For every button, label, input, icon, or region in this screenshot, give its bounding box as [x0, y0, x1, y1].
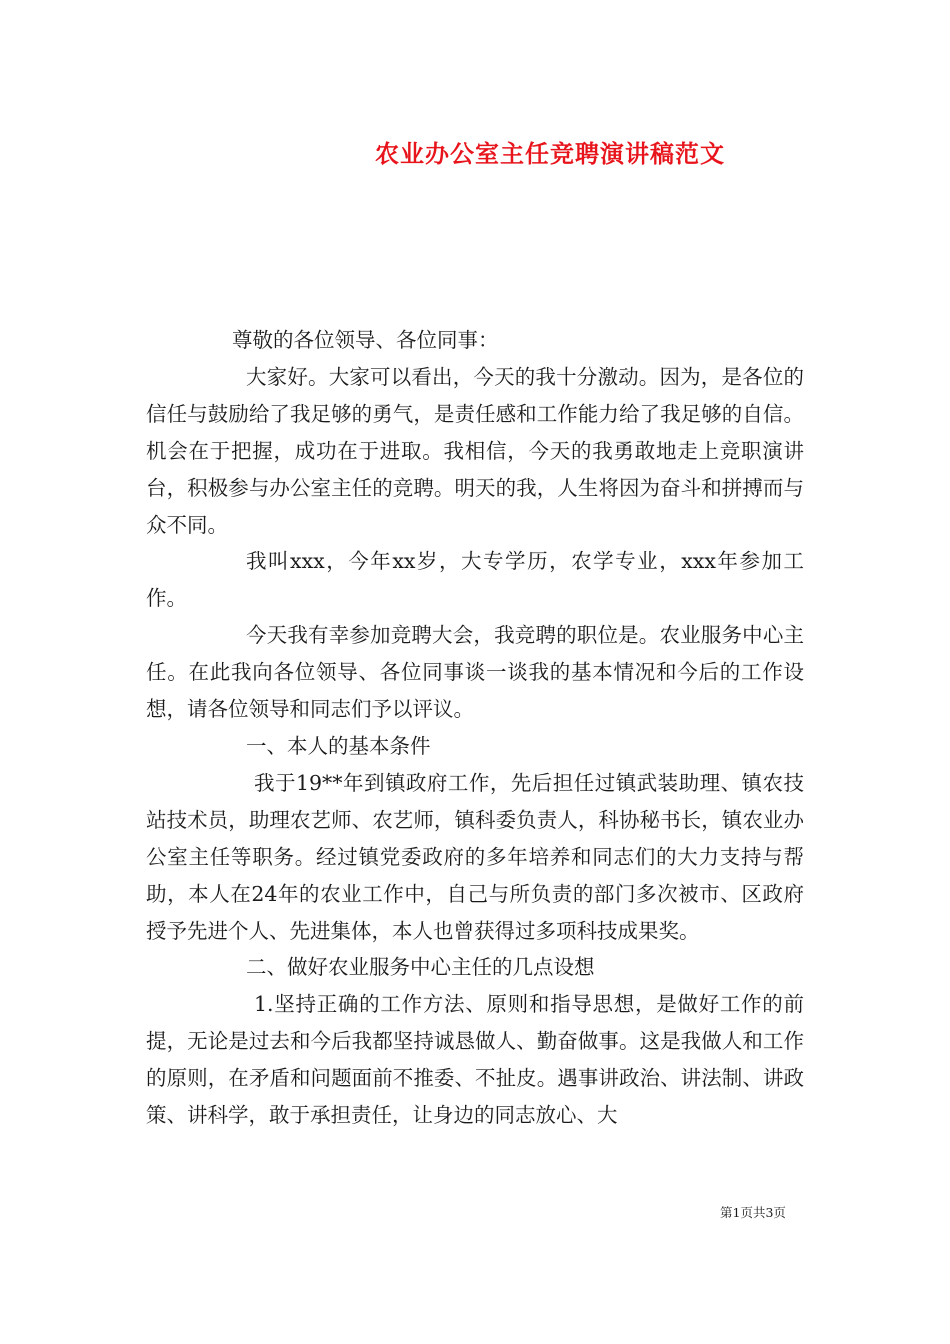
paragraph-introduction: 我叫xxx，今年xx岁，大专学历，农学专业，xxx年参加工作。	[146, 549, 804, 611]
document-body	[146, 322, 804, 1134]
section-heading-basic-conditions: 一、本人的基本条件	[246, 733, 431, 758]
paragraph-greeting: 大家好。大家可以看出，今天的我十分激动。因为，是各位的信任与鼓励给了我足够的勇气，是责任感和工作能力给了我足够的自信。机会在于把握，成功在于进取。我相信，今天的我勇敢地走上竞职演讲台，积极参与办公室主任的竞聘。明天的我，人生将因为奋斗和拼搏而与众不同。	[146, 364, 804, 537]
page-number-footer: 第1页共3页	[720, 1205, 786, 1220]
section-heading-work-plans: 二、做好农业服务中心主任的几点设想	[246, 955, 595, 980]
salutation: 尊敬的各位领导、各位同事：	[232, 328, 499, 352]
paragraph-position: 今天我有幸参加竞聘大会，我竞聘的职位是。农业服务中心主任。在此我向各位领导、各位同事谈一谈我的基本情况和今后的工作设想，请各位领导和同志们予以评议。	[146, 623, 804, 722]
document-title: 农业办公室主任竞聘演讲稿范文	[375, 139, 725, 168]
paragraph-basic-conditions: 我于19**年到镇政府工作，先后担任过镇武装助理、镇农技站技术员，助理农艺师、农艺师，镇科委负责人，科协秘书长，镇农业办公室主任等职务。经过镇党委政府的多年培养和同志们的大力支持与帮助，本人在24年的农业工作中，自己与所负责的部门多次被市、区政府授予先进个人、先进集体，本人也曾获得过多项科技成果奖。	[146, 770, 804, 943]
paragraph-work-plans: 1.坚持正确的工作方法、原则和指导思想，是做好工作的前提，无论是过去和今后我都坚持诚恳做人、勤奋做事。这是我做人和工作的原则，在矛盾和问题面前不推委、不扯皮。遇事讲政治、讲法制、讲政策、讲科学，敢于承担责任，让身边的同志放心、大	[146, 992, 804, 1128]
